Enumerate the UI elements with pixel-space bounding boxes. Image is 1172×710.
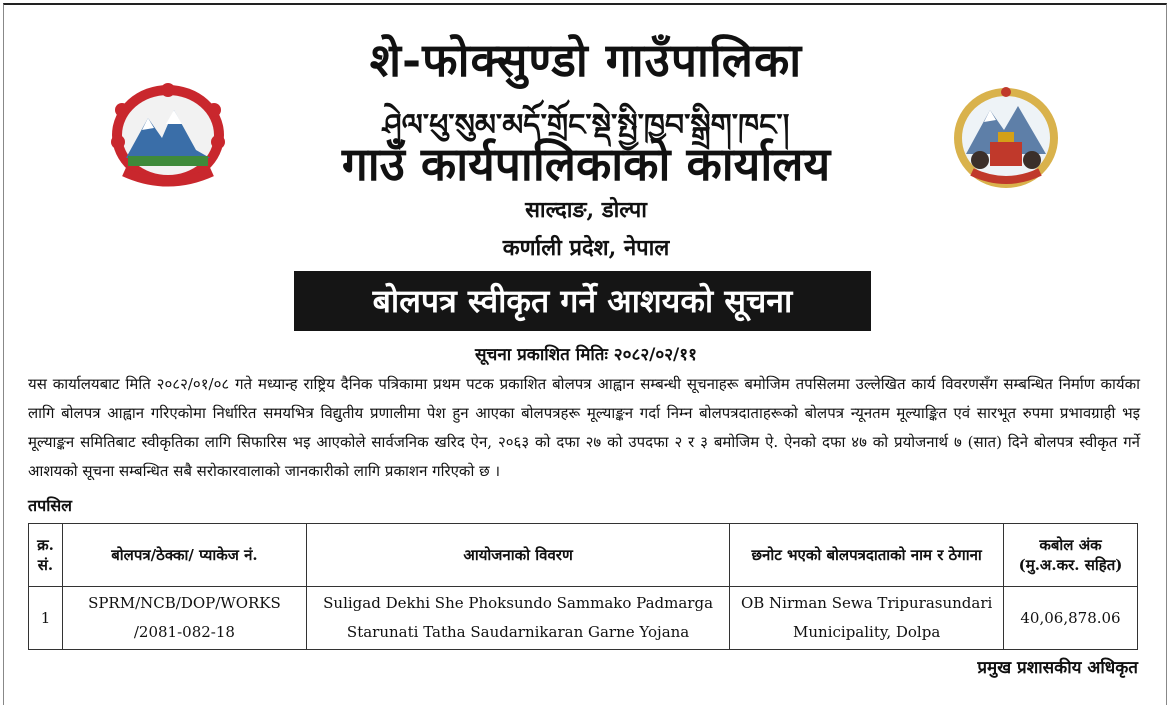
municipality-title: शे-फोक्सुण्डो गाउँपालिका [369,33,803,87]
published-date: सूचना प्रकाशित मितिः २०८२/०२/११ [475,345,697,365]
col-sn: क्र. सं. [29,524,63,587]
cell-project: Suligad Dekhi She Phoksundo Sammako Padmarga Starunati Tatha Saudarnikaran Garne Yojana [306,587,729,650]
cell-bidder: OB Nirman Sewa Tripurasundari Municipality, Dolpa [730,587,1004,650]
notice-heading: बोलपत्र स्वीकृत गर्ने आशयको सूचना [294,271,871,331]
cell-sn: 1 [29,587,63,650]
signatory: प्रमुख प्रशासकीय अधिकृत [977,658,1138,678]
col-package: बोलपत्र/ठेक्का/ प्याकेज नं. [62,524,306,587]
municipality-title-tibetan: ཤེལ་ཕུ་སུམ་མདོ་གྲོང་སྡེ་སྤྱི་ཁྱབ་སྒྲིག་ཁང་། [382,108,790,143]
col-project: आयोजनाको विवरण [306,524,729,587]
cell-package: SPRM/NCB/DOP/WORKS /2081-082-18 [62,587,306,650]
col-bidder: छनोट भएको बोलपत्रदाताको नाम र ठेगाना [730,524,1004,587]
office-province: कर्णाली प्रदेश, नेपाल [502,235,670,261]
schedule-label: तपसिल [28,496,73,515]
office-location: साल्दाङ, डोल्पा [525,197,647,223]
col-amount: कबोल अंक (मु.अ.कर. सहित) [1004,524,1138,587]
cell-amount: 40,06,878.06 [1004,587,1138,650]
office-title: गाउँ कार्यपालिकाको कार्यालय [341,137,831,191]
table-header-row [29,524,1138,587]
table-row [29,587,1138,650]
notice-body: यस कार्यालयबाट मिति २०८२/०१/०८ गते मध्यान्ह राष्ट्रिय दैनिक पत्रिकामा प्रथम पटक प्रकाशित बोलपत्र आह्वान सम्बन्धी सूचनाहरू बमोजिम तपसिलमा उल्लेखित कार्य विवरणसँग सम्बन्धित निर्माण कार्यका लागि बोलपत्र आह्वान गरिएकोमा निर्धारित समयभित्र विद्युतीय प्रणालीमा पेश हुन आएका बोलपत्रहरू मूल्याङ्कन गर्दा निम्न बोलपत्रदाताहरूको बोलपत्र न्यूनतम मूल्याङ्कित एवं सारभूत रुपमा प्रभावग्राही भइ मूल्याङ्कन समितिबाट स्वीकृतिका लागि सिफारिस भइ आएकोले सार्वजनिक खरिद ऐन, २०६३ को दफा २७ को उपदफा २ र ३ बमोजिम ऐ. ऐनको दफा ४७ को प्रयोजनार्थ ७ (सात) दिने बोलपत्र स्वीकृत गर्ने आशयको सूचना सम्बन्धित सबै सरोकारवालाको जानकारीको लागि प्रकाशन गरिएको छ । [28,375,1140,480]
bid-table [28,523,1138,650]
